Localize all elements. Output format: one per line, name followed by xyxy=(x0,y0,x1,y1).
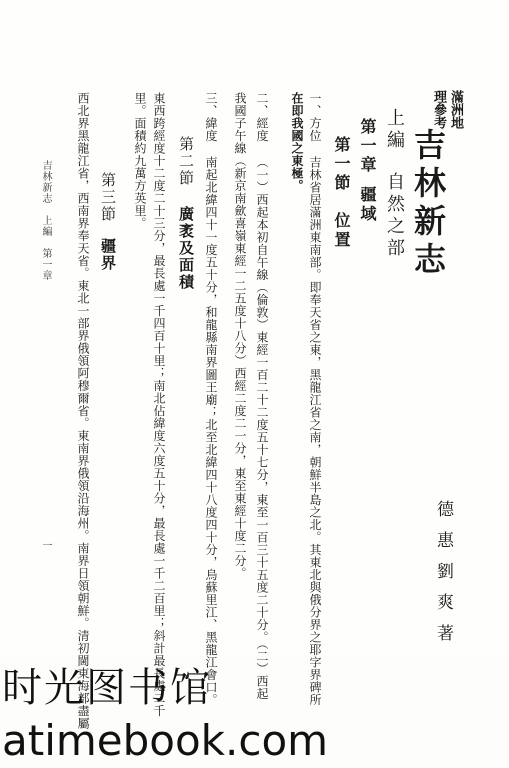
section2-heading: 第二節 xyxy=(177,136,195,187)
item1-text: 吉林省居滿洲東南部。即奉天省之東，黑龍江省之南，朝鮮半島之北。其東北與俄分界之耶字界碑所 xyxy=(308,156,322,706)
series-label-line2: 理參考 xyxy=(431,90,446,129)
item2-label: 二、經度 xyxy=(255,92,269,142)
item1-label: 一、方位 xyxy=(308,92,322,142)
item2-text: （一）西起本初自午線（倫敦）東經一百二十二度五十七分，東至一百三十五度二十分。（二）西起 xyxy=(255,156,269,700)
section3-title: 疆界 xyxy=(99,238,117,272)
item3-label: 三、緯度 xyxy=(204,92,218,142)
section2-text: 東西跨經度十二度二十三分，最長處一千四百十里；南北佔緯度六度五十分，最長處一千二百里；斜計最長處二千 xyxy=(152,92,166,717)
series-label-line1: 滿洲地 xyxy=(448,90,463,129)
section3-text: 西北界黑龍江省，西南界奉天省。東北一部界俄領阿穆爾省。東南界俄領沿海州。南界日領朝鮮。清初閫東海部盡屬 xyxy=(76,92,90,730)
section1-heading: 第一節 xyxy=(332,136,351,193)
chapter-title: 疆域 xyxy=(358,186,377,224)
section2-title: 廣袤及面積 xyxy=(177,206,195,291)
book-title: 吉林新志 xyxy=(409,128,447,280)
part-title: 自然之部 xyxy=(384,172,405,260)
chapter-heading: 第一章 xyxy=(358,118,377,175)
item1-text-cont: 在即我國之東極。 xyxy=(290,92,304,192)
section2-text-cont: 里。面積約九萬方英里。 xyxy=(133,92,147,230)
running-head: 吉林新志 上編 第一章 xyxy=(40,160,51,281)
part-label: 上編 xyxy=(384,108,405,152)
item2-text-cont: 我國子午線（新京南歛喜嶺東經一二五度十八分）西經二度二一分，東至東經十度二分。 xyxy=(233,92,247,580)
section1-title: 位置 xyxy=(332,212,351,250)
watermark-url: atimebook.com xyxy=(2,716,329,765)
section3-heading: 第三節 xyxy=(99,172,117,223)
page-number: 一 xyxy=(40,540,51,551)
author-name: 德惠劉爽著 xyxy=(433,500,453,655)
item3-text: 南起北緯四十一度五十分，和龍縣南界圖王廟；北至北緯四十八度四十分，烏蘇里江、黑龍江會口。 xyxy=(204,156,218,706)
watermark-chinese: 时光图书馆 xyxy=(2,665,212,711)
